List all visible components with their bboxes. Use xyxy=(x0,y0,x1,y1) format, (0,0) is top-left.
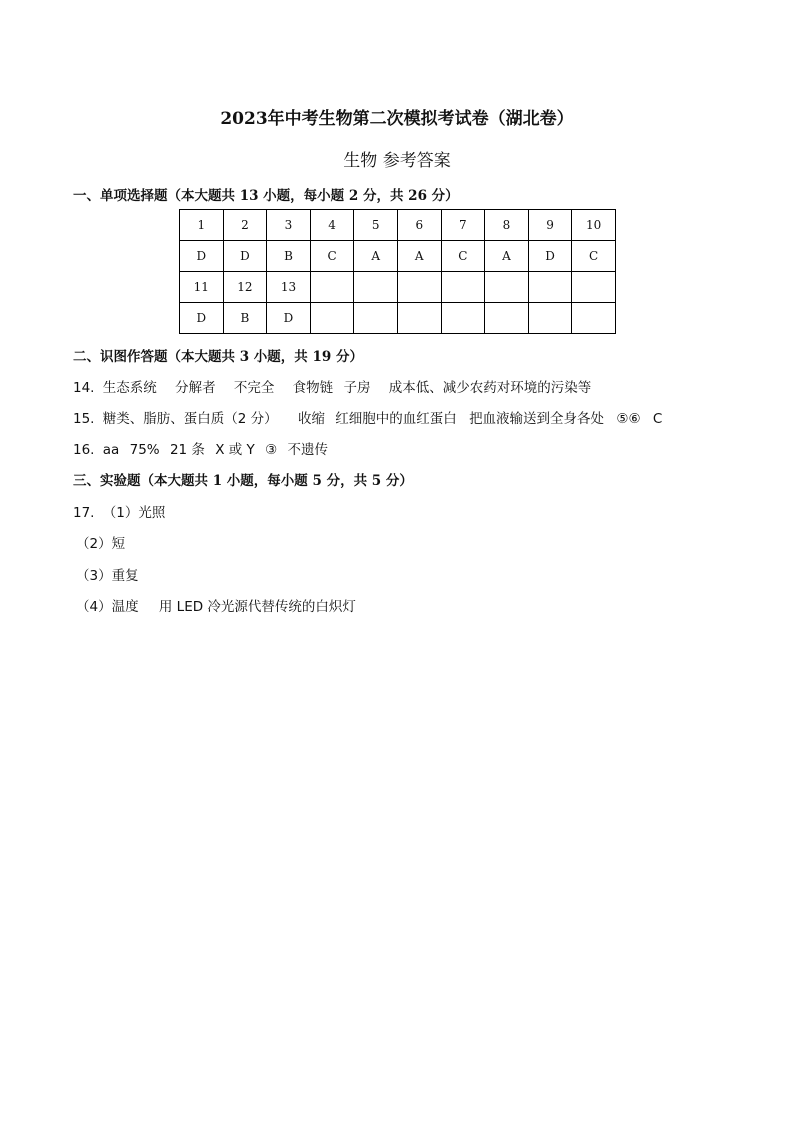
answer-text: X 或 Y xyxy=(215,442,255,458)
question-17-part-4 xyxy=(76,595,356,615)
answer-text: 用 LED 冷光源代替传统的白炽灯 xyxy=(158,599,356,615)
answer-text: 收缩 xyxy=(297,411,325,427)
answer-cell: A xyxy=(397,241,441,272)
question-number-cell: 5 xyxy=(354,210,398,241)
answer-cell xyxy=(354,303,398,334)
answer-cell: A xyxy=(354,241,398,272)
answer-row xyxy=(180,241,616,272)
question-number-row xyxy=(180,272,616,303)
answer-text: 21 条 xyxy=(169,442,205,458)
answer-cell: C xyxy=(310,241,354,272)
question-number-cell: 12 xyxy=(223,272,267,303)
answer-cell xyxy=(485,303,529,334)
question-17-part-3 xyxy=(76,564,139,584)
question-number-cell: 8 xyxy=(485,210,529,241)
answer-text: 生态系统 xyxy=(102,380,157,396)
answer-text: 短 xyxy=(111,536,126,552)
question-number-cell: 2 xyxy=(223,210,267,241)
answer-cell xyxy=(397,303,441,334)
question-number-cell xyxy=(528,272,572,303)
part-label: （2） xyxy=(76,536,112,552)
section-heading-experiment: 三、实验题（本大题共 1 小题，每小题 5 分，共 5 分） xyxy=(73,473,413,489)
answer-text: 不遗传 xyxy=(287,442,328,458)
answer-row xyxy=(180,303,616,334)
question-number-cell: 6 xyxy=(397,210,441,241)
question-14 xyxy=(73,376,591,396)
question-number: 15. xyxy=(73,411,95,427)
question-number-cell xyxy=(397,272,441,303)
part-label: （4） xyxy=(76,599,112,615)
question-number-cell: 7 xyxy=(441,210,485,241)
answer-text: 光照 xyxy=(138,505,166,521)
question-15 xyxy=(73,407,662,427)
answer-text: 把血液输送到全身各处 xyxy=(469,411,605,427)
answer-cell: D xyxy=(223,241,267,272)
answer-cell: D xyxy=(528,241,572,272)
answer-cell: D xyxy=(180,303,224,334)
answer-cell xyxy=(572,303,616,334)
question-number-cell: 1 xyxy=(180,210,224,241)
answer-text: 糖类、脂肪、蛋白质（2 分） xyxy=(102,411,278,427)
answer-text: aa xyxy=(102,442,120,458)
answer-text: ③ xyxy=(265,442,278,458)
question-number-cell: 10 xyxy=(572,210,616,241)
question-number: 16. xyxy=(73,442,95,458)
answer-cell: A xyxy=(485,241,529,272)
answer-text: 红细胞中的血红蛋白 xyxy=(335,411,457,427)
question-number-cell: 3 xyxy=(267,210,311,241)
answer-text: C xyxy=(652,411,663,427)
answer-cell: B xyxy=(267,241,311,272)
answer-cell: C xyxy=(441,241,485,272)
answer-text: 食物链 xyxy=(292,380,334,396)
answer-cell: B xyxy=(223,303,267,334)
answer-cell xyxy=(528,303,572,334)
answer-text: 分解者 xyxy=(175,380,216,396)
answer-text: 不完全 xyxy=(233,380,275,396)
question-number-cell xyxy=(572,272,616,303)
question-number: 17. xyxy=(73,505,95,521)
page-subtitle: 生物 参考答案 xyxy=(343,151,451,171)
question-number: 14. xyxy=(73,380,95,396)
question-number-cell: 13 xyxy=(267,272,311,303)
answer-cell: D xyxy=(267,303,311,334)
answer-cell: C xyxy=(572,241,616,272)
question-number-cell: 4 xyxy=(310,210,354,241)
answer-table xyxy=(179,209,616,334)
part-label: （3） xyxy=(76,568,112,584)
question-number-cell xyxy=(310,272,354,303)
question-number-cell xyxy=(354,272,398,303)
question-number-cell xyxy=(441,272,485,303)
answer-text: 温度 xyxy=(111,599,139,615)
answer-text: 成本低、减少农药对环境的污染等 xyxy=(388,380,592,396)
answer-text: 75% xyxy=(129,442,160,458)
answer-cell xyxy=(441,303,485,334)
question-number-cell xyxy=(485,272,529,303)
question-number-row xyxy=(180,210,616,241)
answer-text: 重复 xyxy=(111,568,139,584)
question-17-part-2 xyxy=(76,532,125,552)
answer-cell: D xyxy=(180,241,224,272)
section-heading-multiple-choice: 一、单项选择题（本大题共 13 小题，每小题 2 分，共 26 分） xyxy=(73,188,459,204)
part-label: （1） xyxy=(102,505,139,521)
answer-text: ⑤⑥ xyxy=(616,411,641,427)
question-16 xyxy=(73,438,328,458)
question-number-cell: 11 xyxy=(180,272,224,303)
page-title: 2023年中考生物第二次模拟考试卷（湖北卷） xyxy=(220,109,574,129)
question-number-cell: 9 xyxy=(528,210,572,241)
answer-text: 子房 xyxy=(343,380,371,396)
answer-cell xyxy=(310,303,354,334)
question-17-part-1 xyxy=(73,501,165,521)
section-heading-diagram: 二、识图作答题（本大题共 3 小题，共 19 分） xyxy=(73,349,363,365)
